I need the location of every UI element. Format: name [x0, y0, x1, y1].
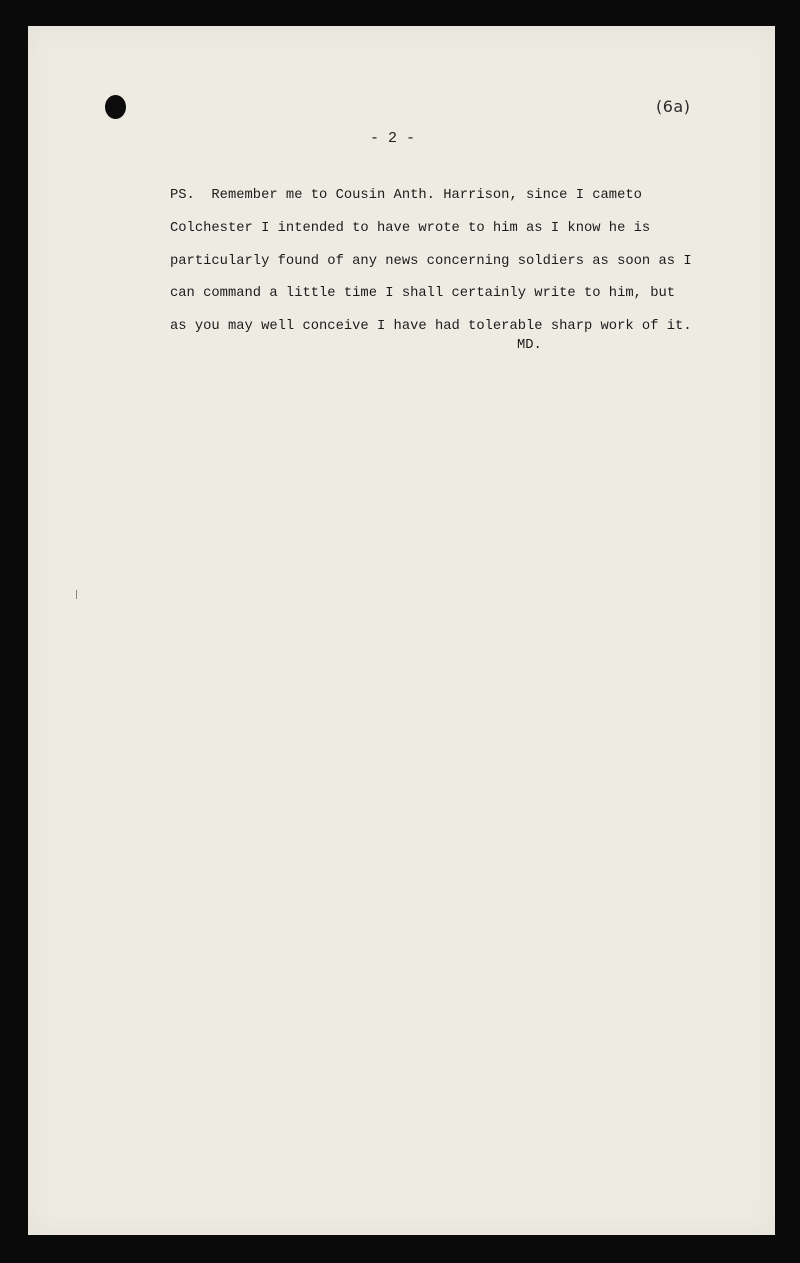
- stray-mark: [76, 590, 77, 599]
- postscript-line: can command a little time I shall certainly write to him, but: [170, 286, 676, 302]
- folio-number: (6a): [656, 97, 691, 116]
- signature-initials: MD.: [517, 338, 542, 353]
- postscript-text: [170, 180, 690, 344]
- postscript-line: Colchester I intended to have wrote to him as I know he is: [170, 220, 651, 236]
- postscript-line: as you may well conceive I have had tolerable sharp work of it.: [170, 319, 692, 335]
- page-number: - 2 -: [370, 130, 416, 147]
- punch-hole: [105, 95, 126, 119]
- postscript-line: PS. Remember me to Cousin Anth. Harrison, since I cameto: [170, 188, 642, 203]
- postscript-line: particularly found of any news concerning soldiers as soon as I: [170, 253, 692, 269]
